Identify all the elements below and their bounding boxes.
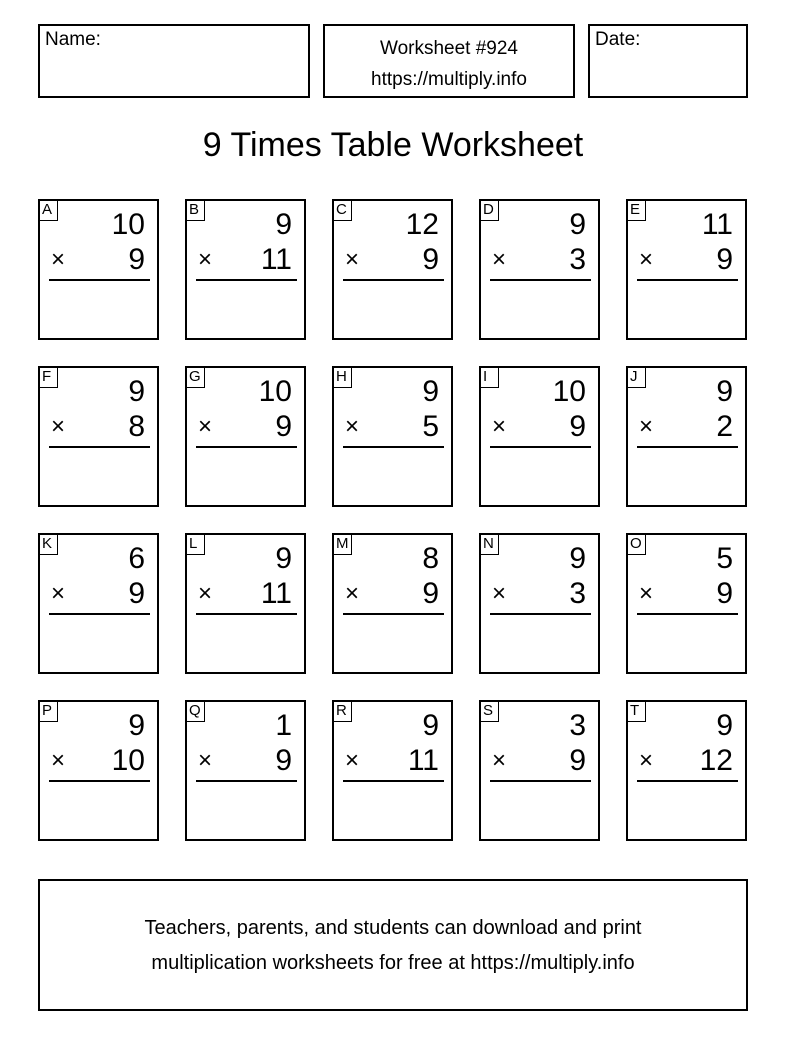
multiply-sign: × [345, 580, 360, 607]
answer-area[interactable] [191, 452, 300, 501]
problem-letter: A [38, 199, 58, 221]
answer-line [49, 279, 150, 281]
date-label: Date: [595, 29, 641, 50]
multiply-sign: × [198, 747, 213, 774]
multiply-sign: × [492, 747, 507, 774]
problem-card [38, 700, 159, 841]
multiply-sign: × [345, 413, 360, 440]
multiply-sign: × [198, 246, 213, 273]
multiply-sign: × [345, 246, 360, 273]
multiply-sign: × [639, 413, 654, 440]
problem-card [38, 533, 159, 674]
worksheet-url: https://multiply.info [371, 69, 527, 90]
multiplier: 9 [716, 577, 733, 610]
answer-line [490, 613, 591, 615]
problem-card [332, 199, 453, 340]
problem-card [332, 533, 453, 674]
answer-area[interactable] [485, 285, 594, 334]
problem-card [479, 366, 600, 507]
multiplier: 9 [275, 744, 292, 777]
answer-area[interactable] [44, 452, 153, 501]
multiplicand: 9 [128, 709, 145, 742]
multiply-sign: × [51, 580, 66, 607]
answer-area[interactable] [191, 786, 300, 835]
multiply-sign: × [639, 580, 654, 607]
problem-card [626, 199, 747, 340]
multiplicand: 9 [716, 709, 733, 742]
footer-line-1: Teachers, parents, and students can download and print [144, 917, 642, 939]
problem-card [626, 366, 747, 507]
multiplicand: 9 [128, 375, 145, 408]
multiply-sign: × [51, 413, 66, 440]
problem-letter: C [332, 199, 352, 221]
multiplier: 9 [422, 243, 439, 276]
multiplicand: 9 [422, 709, 439, 742]
multiplier: 9 [128, 243, 145, 276]
multiplier: 9 [716, 243, 733, 276]
multiplicand: 5 [716, 542, 733, 575]
problem-card [185, 533, 306, 674]
multiplicand: 3 [569, 709, 586, 742]
answer-area[interactable] [485, 452, 594, 501]
multiplier: 11 [260, 577, 292, 610]
footer-line-2: multiplication worksheets for free at https://multiply.info [151, 952, 635, 974]
answer-line [196, 279, 297, 281]
multiplicand: 9 [716, 375, 733, 408]
problem-card [185, 700, 306, 841]
answer-area[interactable] [485, 786, 594, 835]
multiplicand: 1 [275, 709, 292, 742]
page-title: 9 Times Table Worksheet [202, 126, 584, 164]
problem-card [479, 533, 600, 674]
answer-line [637, 780, 738, 782]
answer-area[interactable] [44, 786, 153, 835]
problem-card [38, 199, 159, 340]
multiply-sign: × [639, 747, 654, 774]
problem-letter: T [626, 700, 646, 722]
multiplicand: 9 [422, 375, 439, 408]
answer-area[interactable] [632, 452, 741, 501]
problem-letter: S [479, 700, 499, 722]
problem-letter: L [185, 533, 205, 555]
answer-line [49, 780, 150, 782]
multiply-sign: × [492, 246, 507, 273]
answer-line [490, 780, 591, 782]
answer-area[interactable] [191, 285, 300, 334]
problem-letter: J [626, 366, 646, 388]
problem-card [332, 366, 453, 507]
multiply-sign: × [51, 246, 66, 273]
problem-letter: H [332, 366, 352, 388]
multiplicand: 9 [275, 208, 292, 241]
answer-line [343, 613, 444, 615]
answer-line [196, 446, 297, 448]
answer-area[interactable] [338, 786, 447, 835]
multiply-sign: × [639, 246, 654, 273]
multiplier: 3 [569, 243, 586, 276]
answer-area[interactable] [632, 619, 741, 668]
problem-letter: K [38, 533, 58, 555]
multiplier: 9 [422, 577, 439, 610]
problem-card [626, 700, 747, 841]
multiplicand: 6 [128, 542, 145, 575]
multiply-sign: × [345, 747, 360, 774]
answer-area[interactable] [44, 285, 153, 334]
multiplier: 11 [260, 243, 292, 276]
multiplier: 5 [422, 410, 439, 443]
footer-note [38, 879, 748, 1011]
problem-letter: B [185, 199, 205, 221]
multiplicand: 10 [552, 375, 586, 408]
multiply-sign: × [198, 580, 213, 607]
answer-line [490, 279, 591, 281]
answer-area[interactable] [338, 285, 447, 334]
multiplier: 8 [128, 410, 145, 443]
problem-letter: I [479, 366, 499, 388]
problem-letter: Q [185, 700, 205, 722]
multiplicand: 12 [405, 208, 439, 241]
answer-line [343, 279, 444, 281]
worksheet-number: Worksheet #924 [379, 38, 518, 59]
problem-letter: E [626, 199, 646, 221]
multiplier: 9 [128, 577, 145, 610]
worksheet-info-box [323, 24, 575, 98]
problem-letter: N [479, 533, 499, 555]
answer-area[interactable] [191, 619, 300, 668]
answer-area[interactable] [338, 452, 447, 501]
multiplier: 11 [407, 744, 439, 777]
problem-card [185, 199, 306, 340]
multiplier: 3 [569, 577, 586, 610]
multiplier: 9 [569, 744, 586, 777]
problem-card [479, 700, 600, 841]
problem-card [332, 700, 453, 841]
problem-card [38, 366, 159, 507]
multiplier: 10 [111, 744, 145, 777]
multiplier: 9 [569, 410, 586, 443]
problem-letter: M [332, 533, 352, 555]
multiply-sign: × [492, 580, 507, 607]
answer-area[interactable] [632, 285, 741, 334]
problem-letter: G [185, 366, 205, 388]
problem-letter: D [479, 199, 499, 221]
answer-line [196, 780, 297, 782]
answer-area[interactable] [632, 786, 741, 835]
date-field[interactable] [588, 24, 748, 98]
answer-area[interactable] [485, 619, 594, 668]
multiplicand: 11 [701, 208, 733, 241]
answer-line [343, 780, 444, 782]
problem-letter: R [332, 700, 352, 722]
multiplicand: 9 [275, 542, 292, 575]
answer-line [49, 446, 150, 448]
answer-line [490, 446, 591, 448]
answer-area[interactable] [44, 619, 153, 668]
multiplier: 9 [275, 410, 292, 443]
problem-letter: P [38, 700, 58, 722]
multiplicand: 8 [422, 542, 439, 575]
answer-line [343, 446, 444, 448]
answer-line [637, 446, 738, 448]
multiplier: 12 [699, 744, 733, 777]
multiplicand: 9 [569, 542, 586, 575]
answer-line [196, 613, 297, 615]
multiply-sign: × [51, 747, 66, 774]
answer-area[interactable] [338, 619, 447, 668]
name-field[interactable] [38, 24, 310, 98]
problem-letter: F [38, 366, 58, 388]
answer-line [637, 279, 738, 281]
problem-card [185, 366, 306, 507]
problem-letter: O [626, 533, 646, 555]
answer-line [49, 613, 150, 615]
multiplicand: 10 [111, 208, 145, 241]
problem-card [626, 533, 747, 674]
multiplicand: 10 [258, 375, 292, 408]
answer-line [637, 613, 738, 615]
multiply-sign: × [198, 413, 213, 440]
multiplier: 2 [716, 410, 733, 443]
problem-card [479, 199, 600, 340]
multiplicand: 9 [569, 208, 586, 241]
name-label: Name: [45, 29, 101, 50]
multiply-sign: × [492, 413, 507, 440]
